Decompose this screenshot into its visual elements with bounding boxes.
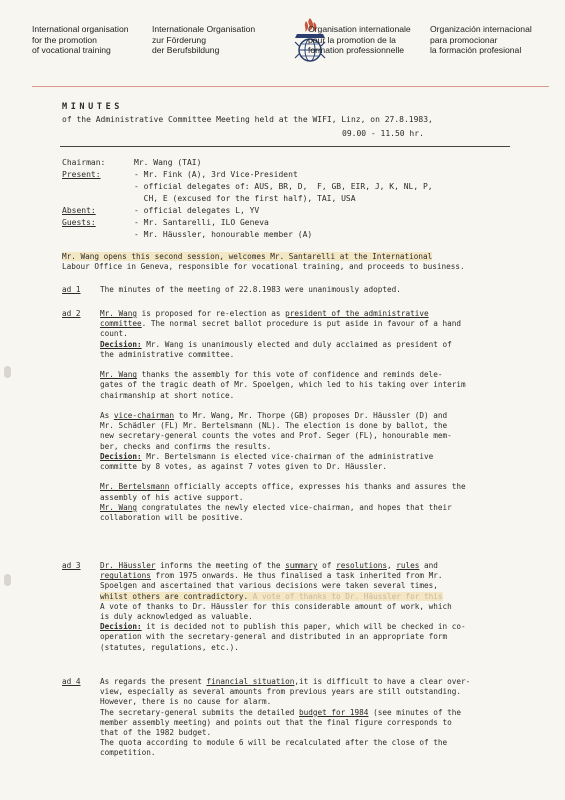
title-rule	[60, 146, 510, 147]
punch-hole	[4, 574, 11, 586]
org-name-spanish: Organización internacional para promocionar la formación profesional	[430, 24, 532, 55]
org-name-english: International organisation for the promotion of vocational training	[32, 24, 129, 55]
org-name-german: Internationale Organisation zur Förderung der Berufsbildung	[152, 24, 256, 55]
guest-line: - Mr. Santarelli, ILO Geneva	[134, 218, 269, 227]
letterhead	[32, 24, 549, 70]
org-name-french: Organisation internationale pour la promotion de la formation professionnelle	[308, 24, 411, 55]
punch-hole	[4, 366, 11, 378]
intro-line: Mr. Wang opens this second session, welcomes Mr. Santarelli at the International	[62, 252, 433, 261]
agenda-label-ad3: ad 3	[62, 561, 81, 570]
present-line: - Mr. Fink (A), 3rd Vice-President	[134, 170, 298, 179]
present-line: - official delegates of: AUS, BR, D, F, GB, EIR, J, K, NL, P,	[134, 182, 433, 191]
guests-label: Guests:	[62, 218, 96, 227]
ad2-section: Mr. Wang is proposed for re-election as president of the administrative committee. The normal secret ballot procedure is put aside in favour of a hand count. Decision: Mr. Wang is unanimously elected and duly acclaimed as president of the administrative committee. Mr. Wang thanks the assembly for this vote of confidence and reminds dele- gates of the tragic death of Mr. Spoelgen, which led to his taking over interim chairmanship at short notice. As vice-chairman to Mr. Wang, Mr. Thorpe (GB) proposes Dr. Häussler (D) and Mr. Schädler (FL) Mr. Bertelsmann (NL). The election is done by ballot, the new secretary-general counts the votes and Prof. Seger (FL), honourable mem- ber, checks and confirms the results. Decision: Mr. Bertelsmann is elected vice-chairman of the administrative committe by 8 votes, as against 7 votes given to Dr. Häussler. Mr. Bertelsmann officially accepts office, expresses his thanks and assures the assembly of his active support. Mr. Wang congratulates the newly elected vice-chairman, and hopes that their collaboration will be positive.	[100, 309, 466, 523]
agenda-label-ad2: ad 2	[62, 309, 81, 318]
absent-label: Absent:	[62, 206, 96, 215]
agenda-label-ad4: ad 4	[62, 677, 81, 686]
present-label: Present:	[62, 170, 101, 179]
absent-line: - official delegates L, YV	[134, 206, 260, 215]
guest-line: - Mr. Häussler, honourable member (A)	[134, 230, 313, 239]
letterhead-rule	[32, 86, 549, 87]
intro-line: Labour Office in Geneva, responsible for vocational training, and proceeds to business.	[62, 262, 465, 272]
ad1-text: The minutes of the meeting of 22.8.1983 were unanimously adopted.	[100, 285, 401, 294]
ad4-section: As regards the present financial situation,it is difficult to have a clear over- view, especially as several amounts from previous years are still outstanding. However, there is no cause for alarm. The secretary-general submits the detailed budget for 1984 (see minutes of the member assembly meeting) and points out that the final figure corresponds to that of the 1982 budget. The quota according to module 6 will be recalculated after the close of the competition.	[100, 677, 471, 758]
chairman-label: Chairman:	[62, 158, 106, 167]
intro-paragraph	[62, 252, 465, 272]
minutes-heading: MINUTES	[62, 102, 124, 112]
present-line: CH, E (excused for the first half), TAI, USA	[134, 194, 356, 203]
chairman-name: Mr. Wang (TAI)	[134, 158, 202, 167]
meeting-time: 09.00 - 11.50 hr.	[342, 129, 424, 138]
meeting-description: of the Administrative Committee Meeting held at the WIFI, Linz, on 27.8.1983,	[62, 115, 433, 124]
agenda-label-ad1: ad 1	[62, 285, 81, 294]
ad3-section: Dr. Häussler informs the meeting of the summary of resolutions, rules and regulations from 1975 onwards. He thus finalised a task inherited from Mr. Spoelgen and ascertained that various decisions were taken several times, whilst others are contradictory. A vote of thanks to Dr. Häussler for this A vote of thanks to Dr. Häussler for this considerable amount of work, which is duly acknowledged as valuable. Decision: it is decided not to publish this paper, which will be checked in co- operation with the secretary-general and distributed in an appropriate form (statutes, regulations, etc.).	[100, 561, 466, 652]
